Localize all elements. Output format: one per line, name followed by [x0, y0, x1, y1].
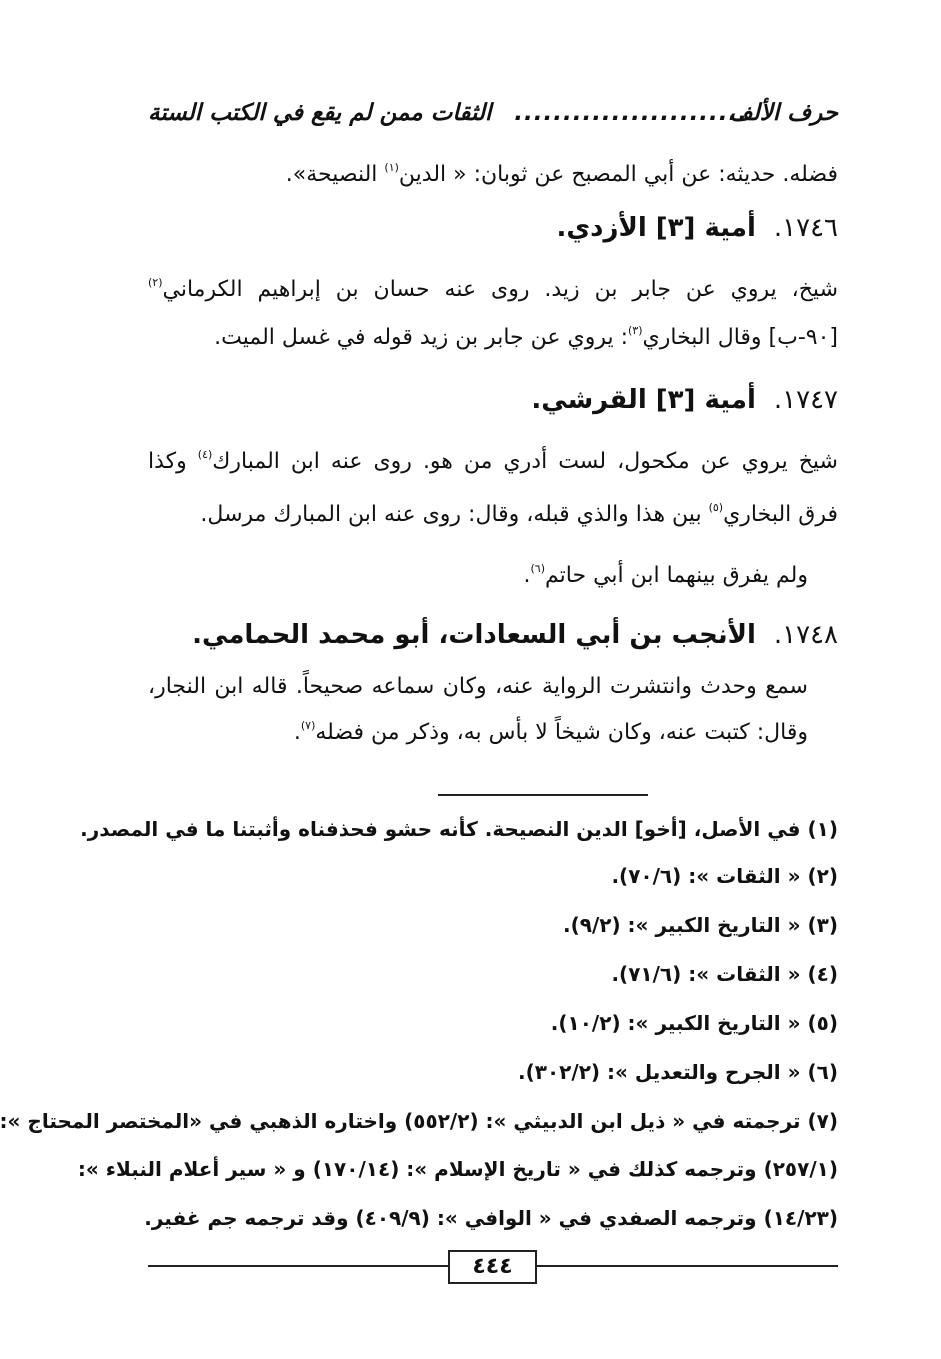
header-dots: ........................ — [514, 100, 748, 126]
text-line: وقال: كتبت عنه، وكان شيخاً لا بأس به، وذكر من فضله$^{(٧)}$. — [293, 719, 808, 745]
footnote-separator — [438, 794, 648, 796]
footnote-continuation: (١٤/٢٣) وترجمه الصفدي في « الوافي »: (٤٠٩/٩) وقد ترجمه جم غفير. — [144, 1206, 838, 1230]
footnote: (١) في الأصل، [أخو] الدين النصيحة. كأنه حشو فحذفناه وأثبتنا ما في المصدر. — [80, 817, 838, 841]
text-line: شيخ يروي عن مكحول، لست أدري من هو. روى عنه ابن المبارك$^{(٤)}$ وكذا — [148, 448, 838, 474]
entry-number: ١٧٤٨. — [773, 620, 838, 650]
entry-heading-1748 — [148, 620, 838, 650]
footnote: (٣) « التاريخ الكبير »: (٩/٢). — [562, 913, 838, 937]
text-line: فضله. حديثه: عن أبي المصبح عن ثوبان: « الدين$^{(١)}$ النصيحة». — [285, 161, 838, 187]
header-book-title: الثقات ممن لم يقع في الكتب الستة — [148, 100, 492, 126]
entry-title: الأنجب بن أبي السعادات، أبو محمد الحمامي. — [192, 620, 756, 650]
text-line: ولم يفرق بينهما ابن أبي حاتم$^{(٦)}$. — [523, 562, 808, 588]
text-line: فرق البخاري$^{(٥)}$ بين هذا والذي قبله، وقال: روى عنه ابن المبارك مرسل. — [200, 501, 838, 527]
entry-heading-1746 — [148, 213, 838, 243]
footnote-continuation: (٢٥٧/١) وترجمه كذلك في « تاريخ الإسلام »: (١٧٠/١٤) و « سير أعلام النبلاء »: — [77, 1157, 838, 1181]
footnote: (٢) « الثقات »: (٧٠/٦). — [611, 864, 838, 888]
footnote: (٧) ترجمته في « ذيل ابن الدبيثي »: (٥٥٢/٢) واختاره الذهبي في «المختصر المحتاج »: — [0, 1109, 838, 1133]
entry-number: ١٧٤٦. — [773, 213, 838, 243]
entry-title: أمية [٣] الأزدي. — [556, 213, 756, 243]
text-line: سمع وحدث وانتشرت الرواية عنه، وكان سماعه صحيحاً. قاله ابن النجار، — [148, 674, 808, 699]
footnote: (٥) « التاريخ الكبير »: (١٠/٢). — [550, 1011, 838, 1035]
text-line: [٩٠-ب] وقال البخاري$^{(٣)}$: يروي عن جابر بن زيد قوله في غسل الميت. — [214, 324, 838, 350]
footnote: (٤) « الثقات »: (٧١/٦). — [611, 962, 838, 986]
entry-heading-1747 — [148, 385, 838, 415]
entry-number: ١٧٤٧. — [773, 385, 838, 415]
header-chapter: حرف الألف — [728, 100, 838, 126]
footnote: (٦) « الجرح والتعديل »: (٣٠٢/٢). — [518, 1060, 838, 1084]
page-number: ٤٤٤ — [448, 1250, 537, 1284]
entry-title: أمية [٣] القرشي. — [531, 385, 756, 415]
text-line: شيخ، يروي عن جابر بن زيد. روى عنه حسان بن إبراهيم الكرماني$^{(٢)}$ — [148, 276, 838, 302]
